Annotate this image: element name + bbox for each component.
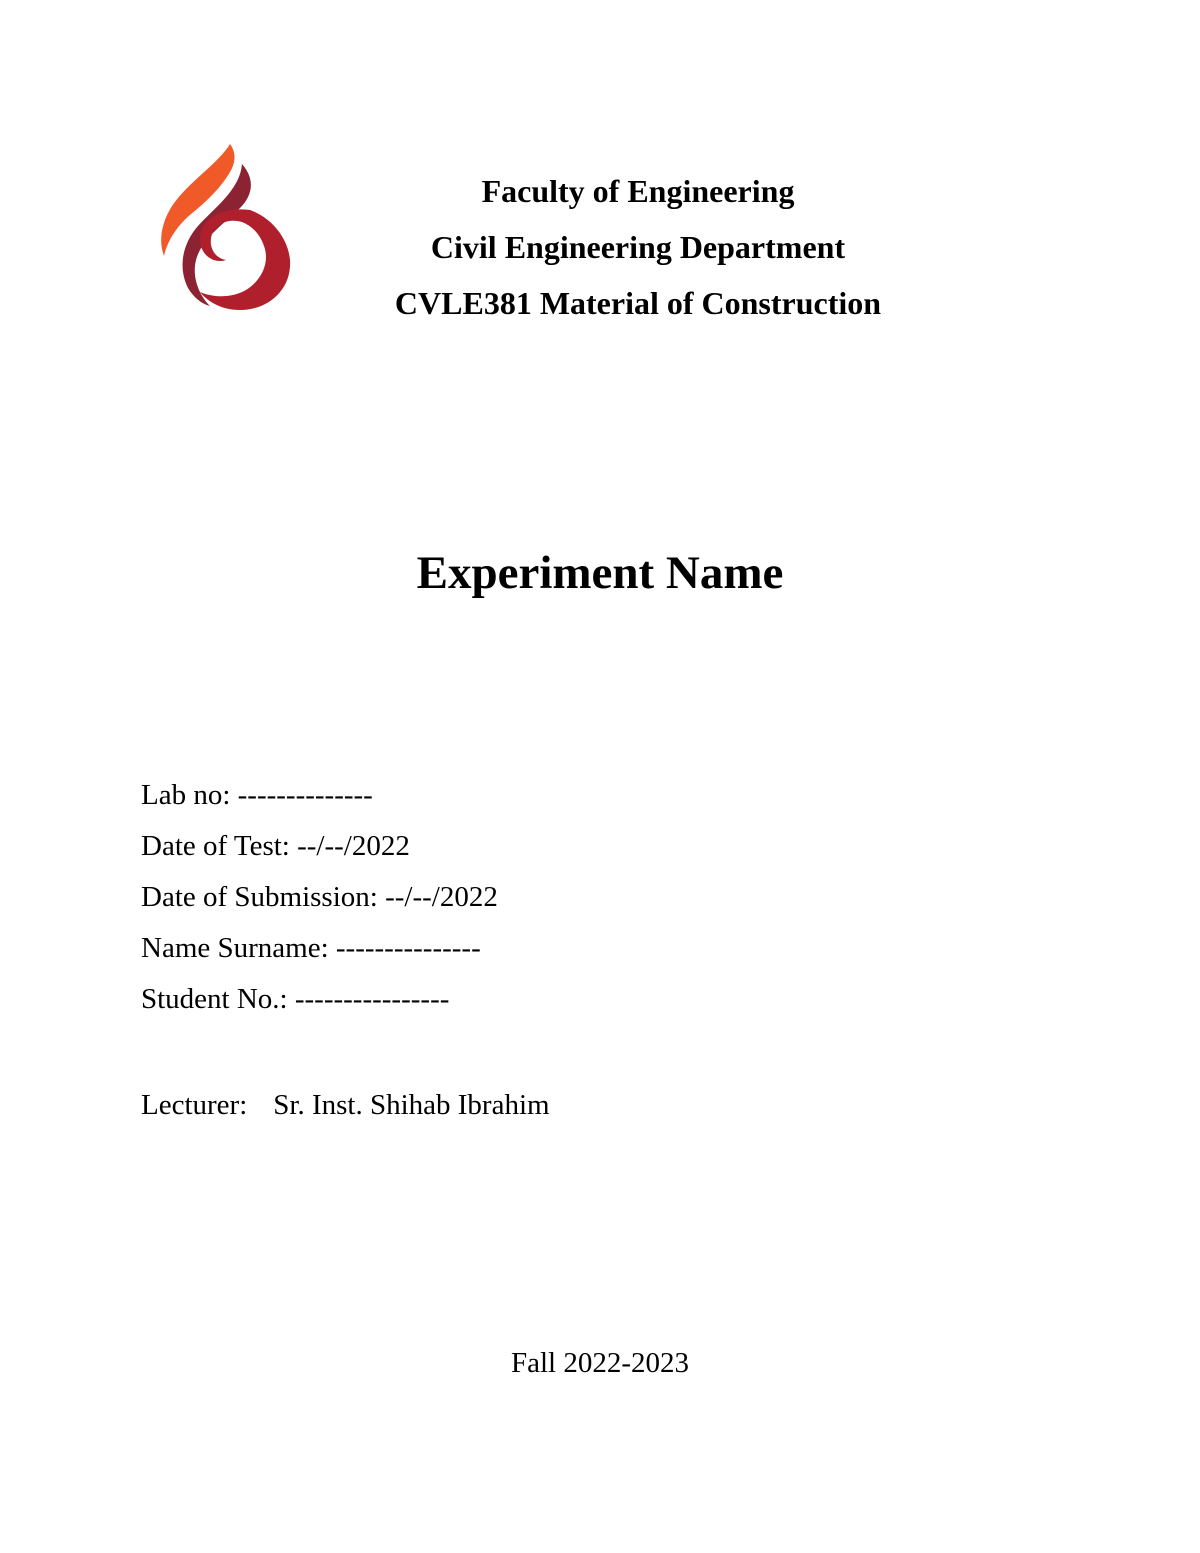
institution-header (338, 166, 938, 334)
lecturer-label: Lecturer: (141, 1089, 248, 1121)
student-info-block (141, 770, 498, 1025)
date-of-submission-line: Date of Submission: --/--/2022 (141, 881, 498, 913)
flame-drop-logo-icon (158, 142, 294, 312)
logo-red-ring (200, 209, 290, 310)
course-name: CVLE381 Material of Construction (394, 285, 882, 321)
academic-term: Fall 2022-2023 (510, 1347, 690, 1379)
date-of-test-line: Date of Test: --/--/2022 (141, 830, 410, 862)
lecturer-line (141, 1080, 550, 1131)
lecturer-name: Sr. Inst. Shihab Ibrahim (273, 1089, 550, 1121)
lab-no-line: Lab no: -------------- (141, 779, 373, 811)
student-no-line: Student No.: ---------------- (141, 983, 450, 1015)
department-name: Civil Engineering Department (430, 229, 846, 265)
faculty-name: Faculty of Engineering (481, 173, 795, 209)
experiment-title: Experiment Name (416, 547, 784, 599)
name-surname-line: Name Surname: --------------- (141, 932, 481, 964)
